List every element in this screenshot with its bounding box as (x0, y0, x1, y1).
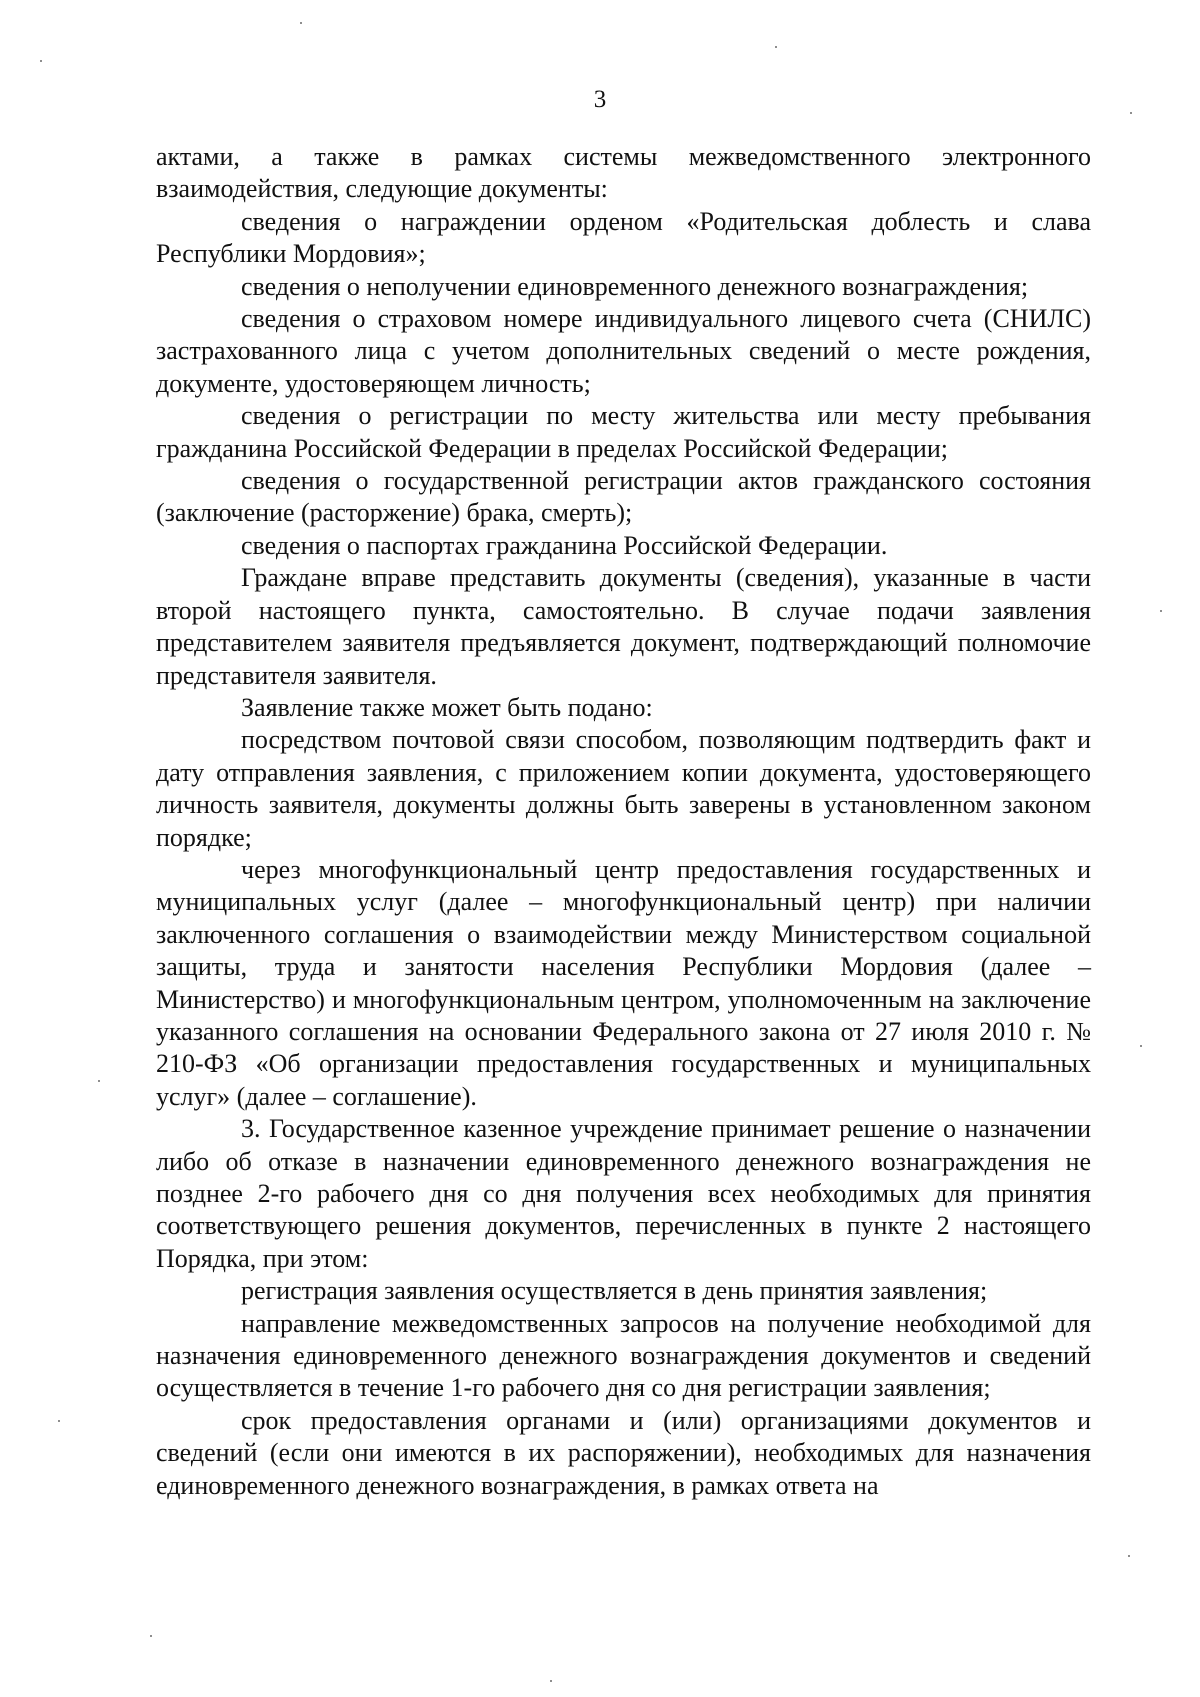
page-number: 3 (593, 86, 607, 113)
scan-speck (98, 1080, 100, 1082)
paragraph-2: сведения о награждении орденом «Родительская доблесть и слава Республики Мордовия»; (156, 206, 1091, 269)
paragraph-11: через многофункциональный центр предоставления государственных и муниципальных услуг (далее – многофункциональный центр) при наличии заключенного соглашения о взаимодействии между Министерством социальной защиты, труда и занятости населения Республики Мордовия (далее – Министерство) и многофункциональным центром, уполномоченным на заключение указанного соглашения на основании Федерального закона от 27 июля 2010 г. № 210-ФЗ «Об организации предоставления государственных и муниципальных услуг» (далее – соглашение). (156, 854, 1091, 1111)
paragraph-15: срок предоставления органами и (или) организациями документов и сведений (если они имеются в их распоряжении), необходимых для назначения единовременного денежного вознаграждения, в рамках ответа на (156, 1405, 1091, 1500)
scan-speck (550, 1680, 552, 1682)
scan-speck (1160, 610, 1162, 612)
paragraph-13: регистрация заявления осуществляется в день принятия заявления; (241, 1276, 988, 1306)
paragraph-12: 3. Государственное казенное учреждение принимает решение о назначении либо об отказе в назначении единовременного денежного вознаграждения не позднее 2-го рабочего дня со дня получения всех необходимых для принятия соответствующего решения документов, перечисленных в пункте 2 настоящего Порядка, при этом: (156, 1114, 1091, 1273)
scan-speck (58, 1420, 60, 1422)
paragraph-5: сведения о регистрации по месту жительства или месту пребывания гражданина Российской Федерации в пределах Российской Федерации; (156, 401, 1091, 463)
scan-speck (1130, 112, 1132, 114)
paragraph-8: Граждане вправе представить документы (сведения), указанные в части второй настоящего пункта, самостоятельно. В случае подачи заявления представителем заявителя предъявляется документ, подтверждающий полномочие представителя заявителя. (156, 563, 1091, 690)
paragraph-6: сведения о государственной регистрации актов гражданского состояния (заключение (расторжение) брака, смерть); (156, 466, 1091, 528)
paragraph-3: сведения о неполучении единовременного денежного вознаграждения; (241, 271, 1029, 301)
scan-speck (1128, 1555, 1130, 1557)
scan-speck (300, 22, 302, 24)
document-body (156, 141, 1091, 1502)
paragraph-7: сведения о паспортах гражданина Российской Федерации. (241, 530, 888, 560)
paragraph-10: посредством почтовой связи способом, позволяющим подтвердить факт и дату отправления заявления, с приложением копии документа, удостоверяющего личность заявителя, документы должны быть заверены в установленном законом порядке; (156, 725, 1091, 852)
paragraph-14: направление межведомственных запросов на получение необходимой для назначения единовременного денежного вознаграждения документов и сведений осуществляется в течение 1-го рабочего дня со дня регистрации заявления; (156, 1308, 1091, 1403)
paragraph-9: Заявление также может быть подано: (241, 692, 653, 722)
paragraph-1: актами, а также в рамках системы межведомственного электронного взаимодействия, следующие документы: (156, 142, 1091, 204)
paragraph-4: сведения о страховом номере индивидуального лицевого счета (СНИЛС) застрахованного лица с учетом дополнительных сведений о месте рождения, документе, удостоверяющем личность; (156, 304, 1091, 398)
scan-speck (150, 1635, 152, 1637)
scan-speck (1140, 1045, 1142, 1047)
scan-speck (775, 46, 777, 48)
scan-speck (40, 60, 42, 62)
